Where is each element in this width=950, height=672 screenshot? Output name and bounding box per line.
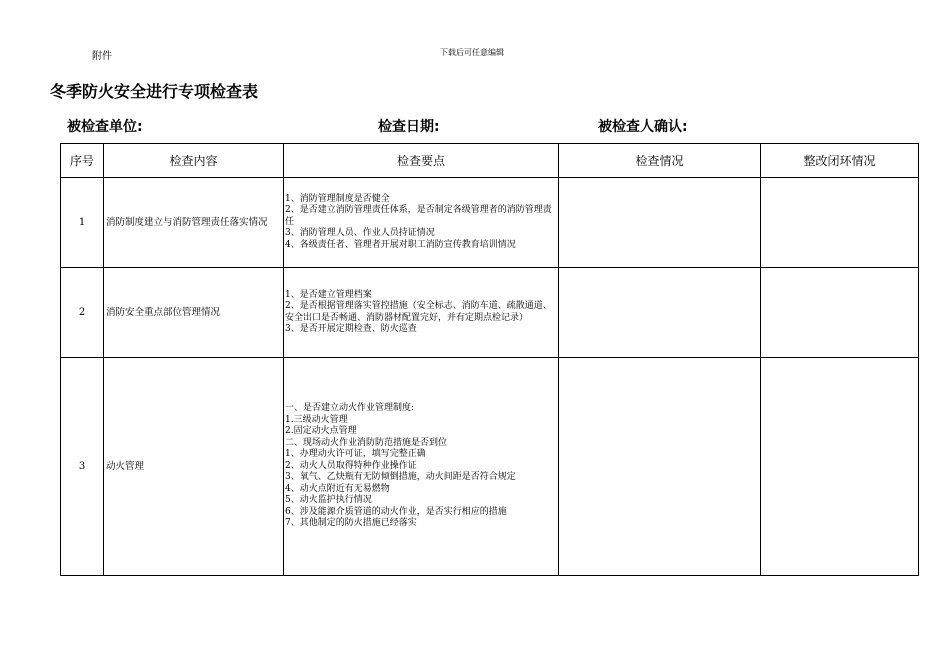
check-point: 二、现场动火作业消防防范措施是否到位 <box>285 437 448 448</box>
editable-note: 下载后可任意编辑 <box>440 48 504 57</box>
page-title: 冬季防火安全进行专项检查表 <box>50 82 259 101</box>
table-row <box>61 178 919 268</box>
rectification-cell[interactable] <box>761 178 919 268</box>
table-row <box>61 358 919 576</box>
check-point: 1.三级动火管理 <box>285 414 348 425</box>
check-point: 2、动火人员取得特种作业操作证 <box>285 460 417 471</box>
check-point: 3、是否开展定期检查、防火巡查 <box>285 324 417 334</box>
table-header-row <box>61 144 919 178</box>
status-cell[interactable] <box>559 268 761 358</box>
check-point: 5、动火监护执行情况 <box>285 495 372 506</box>
check-point: 7、其他制定的防火措施已经落实 <box>285 518 417 529</box>
header-seq: 序号 <box>61 144 104 178</box>
check-point: 2.固定动火点管理 <box>285 426 357 437</box>
row-number: 3 <box>61 358 104 576</box>
status-cell[interactable] <box>559 178 761 268</box>
check-point: 2、是否建立消防管理责任体系，是否制定各级管理者的消防管理责任 <box>285 205 552 227</box>
attachment-label: 附件 <box>92 51 112 62</box>
row-points <box>284 358 559 576</box>
check-point: 3、氧气、乙炔瓶有无防倾倒措施，动火间距是否符合规定 <box>285 472 516 483</box>
row-points <box>284 178 559 268</box>
check-point: 2、是否根据管理落实管控措施（安全标志、消防车道、疏散通道、安全出口是否畅通、消防器材配置完好，并有定期点检记录） <box>285 301 552 323</box>
row-points <box>284 268 559 358</box>
rectification-cell[interactable] <box>761 358 919 576</box>
check-point: 1、办理动火许可证，填写完整正确 <box>285 449 426 460</box>
check-date-label: 检查日期: <box>378 119 440 135</box>
row-number: 1 <box>61 178 104 268</box>
row-item: 动火管理 <box>104 358 284 576</box>
row-item: 消防安全重点部位管理情况 <box>104 268 284 358</box>
inspector-confirm-label: 被检查人确认: <box>598 119 688 135</box>
header-points: 检查要点 <box>284 144 559 178</box>
table-row <box>61 268 919 358</box>
check-point: 一、是否建立动火作业管理制度: <box>285 403 415 414</box>
check-point: 4、动火点附近有无易燃物 <box>285 483 390 494</box>
inspection-table <box>60 143 919 576</box>
check-point: 1、消防管理制度是否健全 <box>285 193 390 204</box>
check-point: 6、涉及能源介质管道的动火作业，是否实行相应的措施 <box>285 506 507 517</box>
status-cell[interactable] <box>559 358 761 576</box>
row-item: 消防制度建立与消防管理责任落实情况 <box>104 178 284 268</box>
row-number: 2 <box>61 268 104 358</box>
header-status: 检查情况 <box>559 144 761 178</box>
header-content: 检查内容 <box>104 144 284 178</box>
rectification-cell[interactable] <box>761 268 919 358</box>
check-point: 4、各级责任者、管理者开展对职工消防宣传教育培训情况 <box>285 239 516 250</box>
header-rectification: 整改闭环情况 <box>761 144 919 178</box>
check-point: 3、消防管理人员、作业人员持证情况 <box>285 228 435 239</box>
inspected-unit-label: 被检查单位: <box>67 119 143 135</box>
check-point: 1、是否建立管理档案 <box>285 289 372 300</box>
